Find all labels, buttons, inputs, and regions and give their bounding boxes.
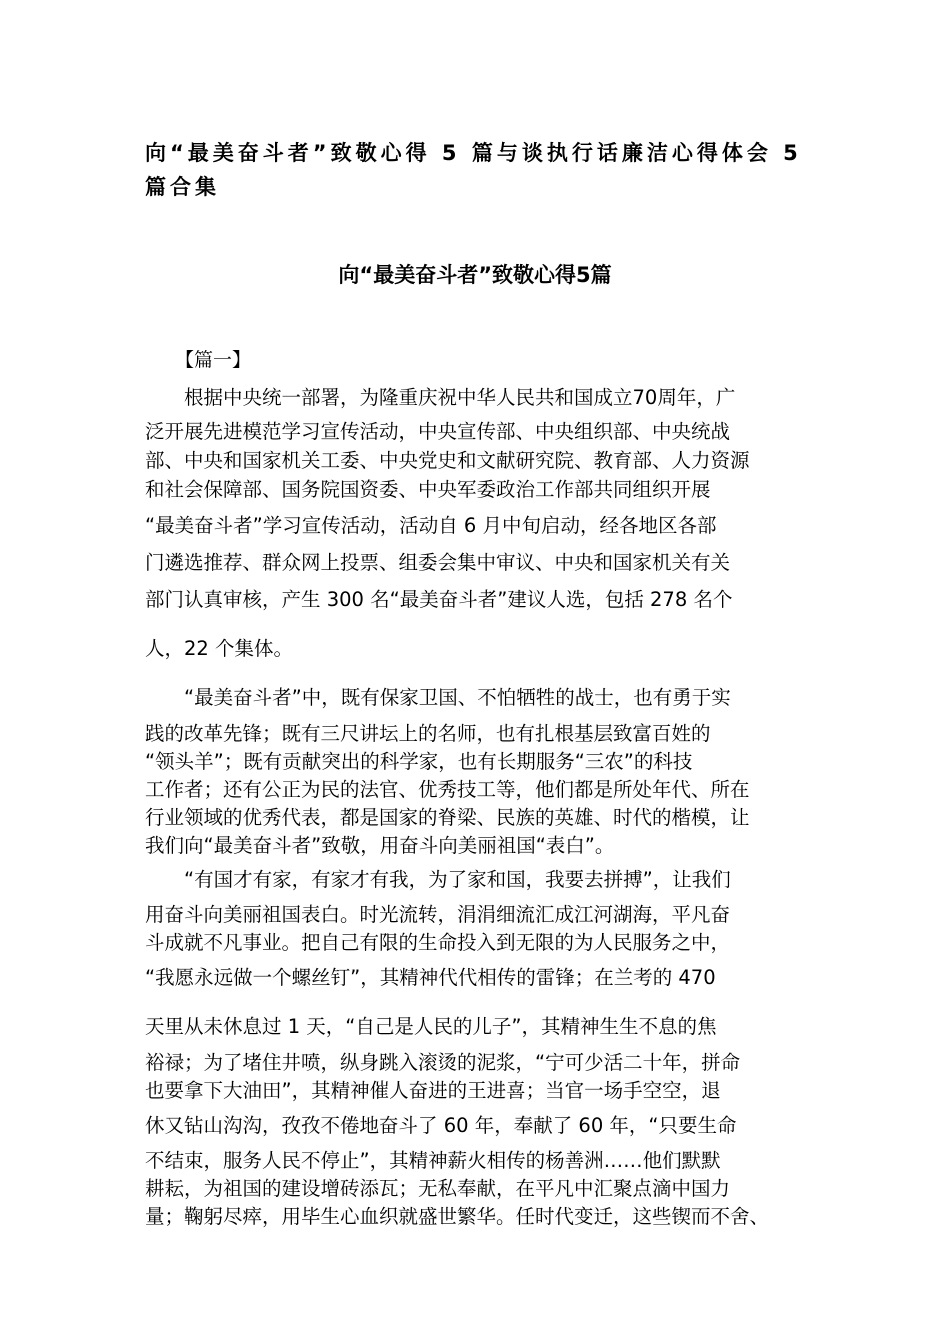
text-line: “我愿永远做一个螺丝钉”，其精神代代相传的雷锋；在兰考的 470 (145, 966, 716, 989)
text-line: 斗成就不凡事业。把自己有限的生命投入到无限的为人民服务之中， (145, 931, 731, 954)
text-line: 根据中央统一部署，为隆重庆祝中华人民共和国成立70周年，广 (184, 386, 736, 409)
text-line: “领头羊”；既有贡献突出的科学家，也有长期服务“三农”的科技 (145, 750, 693, 773)
text-line: 人，22 个集体。 (145, 637, 294, 660)
text-line: “最美奋斗者”学习宣传活动，活动自 6 月中旬启动，经各地区各部 (145, 514, 717, 537)
document-title-line-1: 向“最美奋斗者”致敬心得 5 篇与谈执行话廉洁心得体会 5 (145, 141, 802, 165)
text-line: 裕禄；为了堵住井喷，纵身跳入滚烫的泥浆，“宁可少活二十年，拼命 (145, 1051, 741, 1074)
text-line: 耕耘，为祖国的建设增砖添瓦；无私奉献，在平凡中汇聚点滴中国力 (145, 1177, 731, 1200)
text-line: 不结束，服务人民不停止”，其精神薪火相传的杨善洲……他们默默 (145, 1149, 721, 1172)
text-line: 工作者；还有公正为民的法官、优秀技工等，他们都是所处年代、所在 (145, 778, 750, 801)
text-line: 部门认真审核，产生 300 名“最美奋斗者”建议人选，包括 278 名个 (145, 588, 733, 611)
section-title: 向“最美奋斗者”致敬心得5篇 (338, 263, 612, 287)
document-title-line-2: 篇合集 (145, 175, 220, 199)
text-line: 我们向“最美奋斗者”致敬，用奋斗向美丽祖国“表白”。 (145, 834, 615, 857)
part-heading: 【篇一】 (175, 349, 252, 371)
text-line: 也要拿下大油田”，其精神催人奋进的王进喜；当官一场手空空，退 (145, 1079, 721, 1102)
text-line: 天里从未休息过 1 天，“自己是人民的儿子”，其精神生生不息的焦 (145, 1015, 717, 1038)
text-line: 门遴选推荐、群众网上投票、组委会集中审议、中央和国家机关有关 (145, 551, 731, 574)
text-line: 泛开展先进模范学习宣传活动，中央宣传部、中央组织部、中央统战 (145, 420, 731, 443)
text-line: “有国才有家，有家才有我，为了家和国，我要去拼搏”，让我们 (184, 868, 731, 891)
text-line: 部、中央和国家机关工委、中央党史和文献研究院、教育部、人力资源 (145, 449, 750, 472)
text-line: 践的改革先锋；既有三尺讲坛上的名师，也有扎根基层致富百姓的 (145, 722, 711, 745)
text-line: “最美奋斗者”中，既有保家卫国、不怕牺牲的战士，也有勇于实 (184, 686, 731, 709)
text-line: 量；鞠躬尽瘁，用毕生心血织就盛世繁华。任时代变迁，这些锲而不舍、 (145, 1205, 770, 1228)
text-line: 行业领域的优秀代表，都是国家的脊梁、民族的英雄、时代的楷模，让 (145, 806, 750, 829)
document-title (145, 136, 825, 204)
text-line: 和社会保障部、国务院国资委、中央军委政治工作部共同组织开展 (145, 478, 711, 501)
text-line: 休又钻山沟沟，孜孜不倦地奋斗了 60 年，奉献了 60 年，“只要生命 (145, 1114, 737, 1137)
text-line: 用奋斗向美丽祖国表白。时光流转，涓涓细流汇成江河湖海，平凡奋 (145, 903, 731, 926)
